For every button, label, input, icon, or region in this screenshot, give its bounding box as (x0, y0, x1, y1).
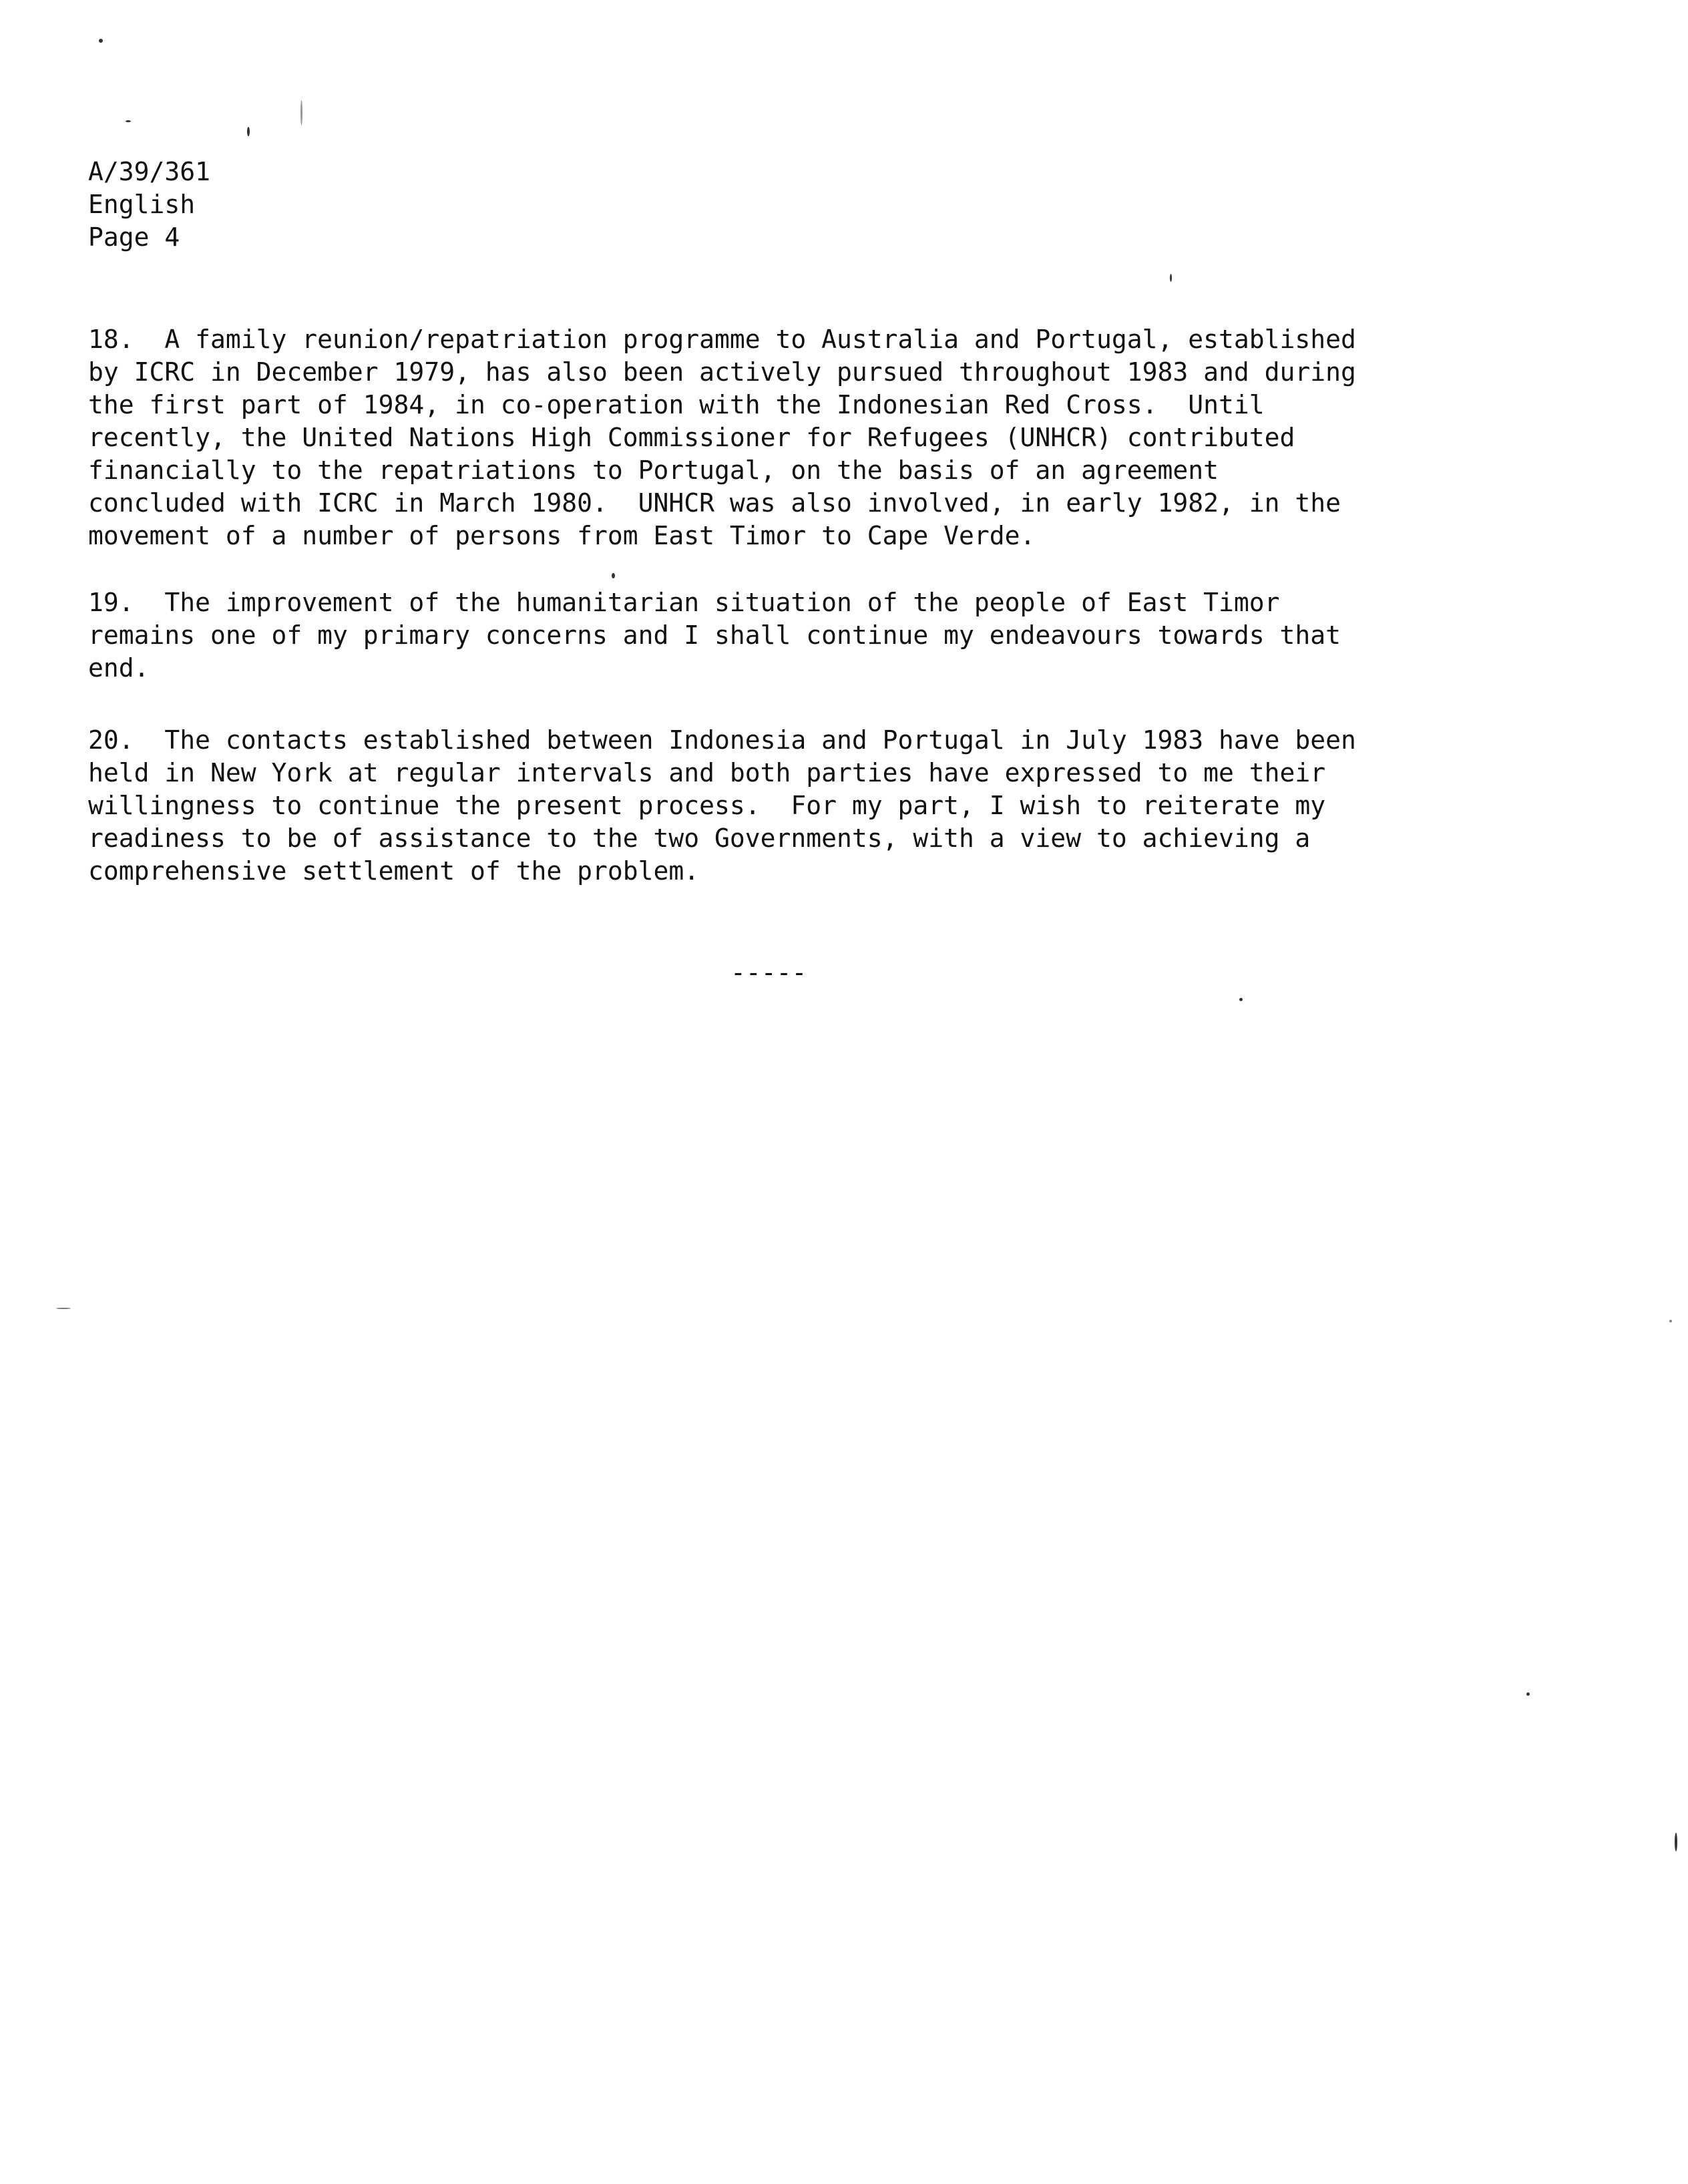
scan-speck (1675, 1833, 1677, 1851)
scan-speck (126, 120, 131, 122)
paragraph-line: concluded with ICRC in March 1980. UNHCR was also involved, in early 1982, in the (88, 488, 1341, 518)
paragraph-20 (88, 724, 1557, 888)
paragraph-line: readiness to be of assistance to the two Governments, with a view to achieving a (88, 824, 1311, 853)
paragraph-line: end. (88, 653, 150, 683)
paragraph-line: by ICRC in December 1979, has also been actively pursued throughout 1983 and during (88, 357, 1356, 387)
document-header (88, 156, 210, 254)
scan-speck (1669, 1320, 1672, 1322)
paragraph-19 (88, 586, 1557, 685)
paragraph-line: willingness to continue the present process. For my part, I wish to reiterate my (88, 791, 1326, 820)
scan-speck (247, 127, 250, 136)
paragraph-line: held in New York at regular intervals and both parties have expressed to me their (88, 758, 1326, 787)
scan-speck (1526, 1692, 1530, 1696)
scan-speck (56, 1308, 71, 1309)
document-symbol: A/39/361 (88, 157, 211, 186)
paragraph-18 (88, 323, 1557, 552)
paragraph-line: remains one of my primary concerns and I shall continue my endeavours towards that (88, 620, 1341, 650)
paragraph-line: the first part of 1984, in co-operation with the Indonesian Red Cross. Until (88, 390, 1265, 419)
scan-speck (612, 573, 615, 578)
page-number: Page 4 (88, 222, 180, 252)
paragraph-line: 20. The contacts established between Indonesia and Portugal in July 1983 have been (88, 725, 1356, 755)
scan-speck (1170, 274, 1172, 282)
scan-speck (1239, 998, 1243, 1001)
document-language: English (88, 190, 196, 219)
paragraph-line: recently, the United Nations High Commissioner for Refugees (UNHCR) contributed (88, 423, 1295, 452)
end-of-document-marker: ----- (730, 958, 807, 987)
paragraph-line: movement of a number of persons from East Timor to Cape Verde. (88, 521, 1036, 550)
paragraph-line: 19. The improvement of the humanitarian situation of the people of East Timor (88, 588, 1280, 617)
scan-speck (300, 100, 302, 126)
paragraph-line: financially to the repatriations to Portugal, on the basis of an agreement (88, 456, 1219, 485)
paragraph-line: comprehensive settlement of the problem. (88, 856, 700, 886)
scan-speck (99, 39, 103, 43)
paragraph-line: 18. A family reunion/repatriation programme to Australia and Portugal, established (88, 325, 1356, 354)
